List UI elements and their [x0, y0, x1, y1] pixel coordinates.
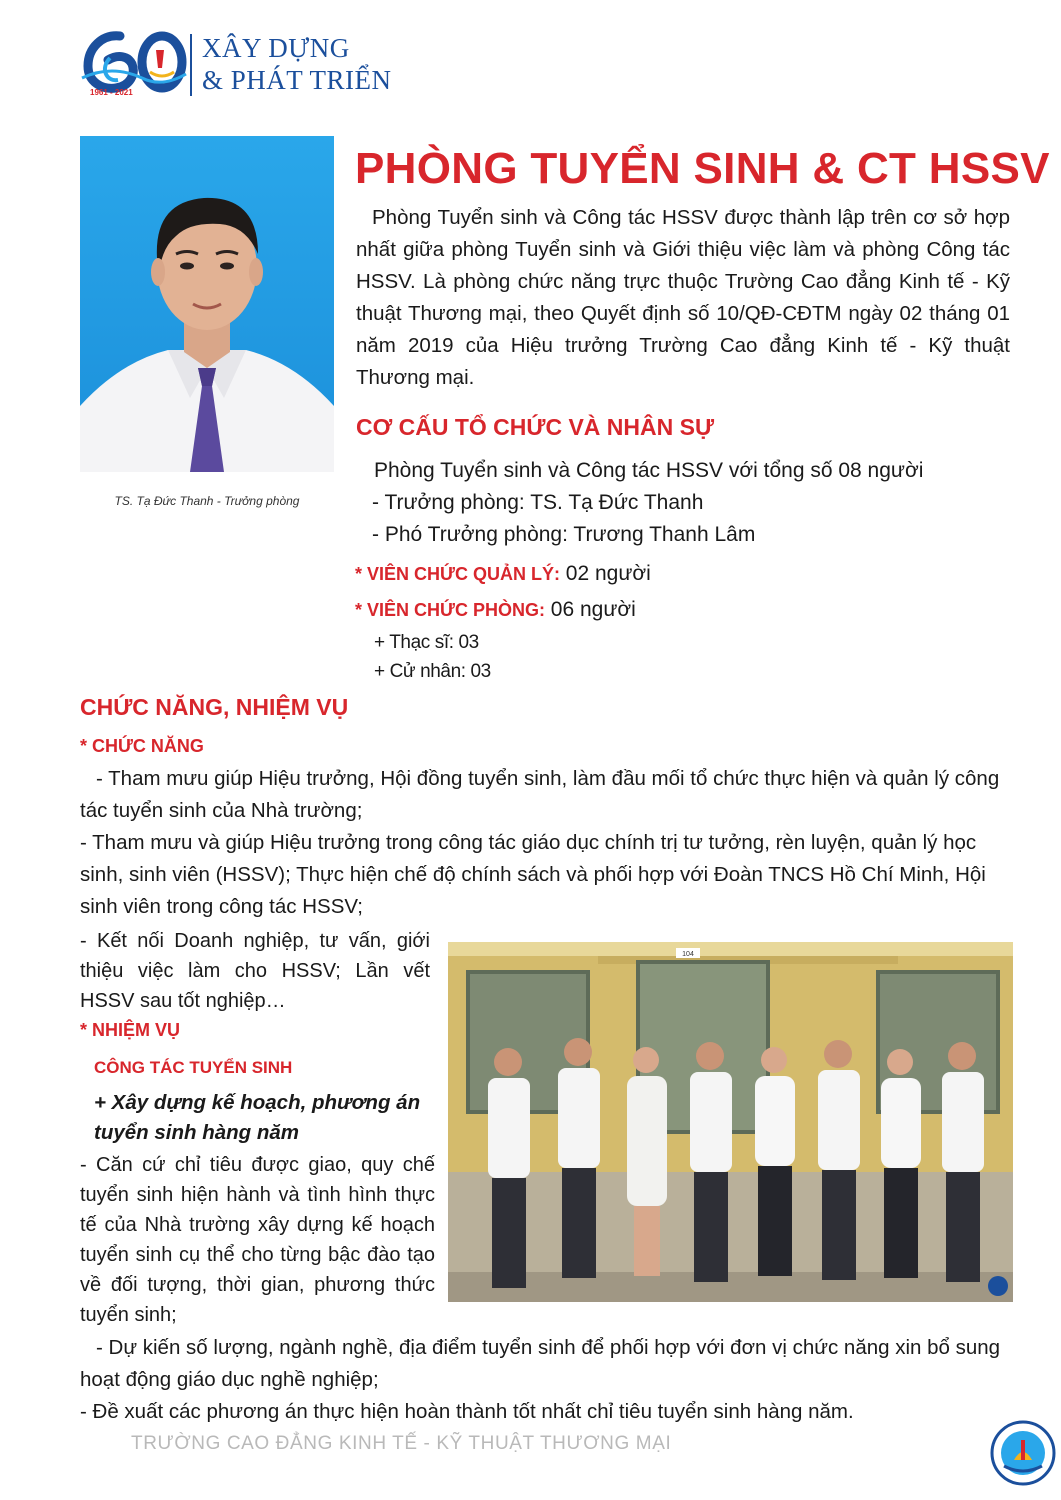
function-paragraph-3: - Kết nối Doanh nghiệp, tư vấn, giới thiệu việc làm cho HSSV; Lần vết HSSV sau tốt nghiệp…: [80, 930, 430, 1012]
function-subheading: * CHỨC NĂNG: [80, 736, 204, 756]
logo-slogan-line1: XÂY DỰNG: [202, 33, 350, 63]
org-masters: + Thạc sĩ: 03: [374, 632, 479, 653]
functions-heading: CHỨC NĂNG, NHIỆM VỤ: [80, 694, 349, 720]
function-paragraph-1: - Tham mưu giúp Hiệu trưởng, Hội đồng tuyển sinh, làm đầu mối tổ chức thực hiện và quản lý công tác tuyển sinh của Nhà trường;: [80, 767, 1000, 822]
staff-value: 06 người: [544, 598, 636, 621]
portrait-illustration: [80, 136, 334, 472]
task-paragraph-2: - Dự kiến số lượng, ngành nghề, địa điểm tuyển sinh để phối hợp với đơn vị chức năng xin bổ sung hoạt động giáo dục nghề nghiệp;: [80, 1336, 1001, 1391]
org-head: - Trưởng phòng: TS. Tạ Đức Thanh: [372, 491, 704, 514]
task-item: + Xây dựng kế hoạch, phương án tuyển sinh hàng năm: [94, 1091, 421, 1144]
org-deputy: - Phó Trưởng phòng: Trương Thanh Lâm: [372, 523, 756, 546]
mgmt-value: 02 người: [559, 562, 651, 585]
org-mgmt-staff: [355, 558, 651, 590]
task-subheading: * NHIỆM VỤ: [80, 1020, 181, 1040]
header-logo: [80, 28, 420, 108]
task-paragraph-1: - Căn cứ chỉ tiêu được giao, quy chế tuyển sinh hiện hành và tình hình thực tế của Nhà trường xây dựng kế hoạch tuyển sinh cụ thể cho từng bậc đào tạo về đối tượng, thời gian, phương thức tuyển sinh;: [80, 1154, 435, 1326]
head-portrait-photo: [80, 136, 334, 472]
mgmt-label: * VIÊN CHỨC QUẢN LÝ:: [355, 564, 560, 584]
page-title: PHÒNG TUYỂN SINH & CT HSSV: [355, 144, 1050, 193]
org-heading: CƠ CẤU TỔ CHỨC VÀ NHÂN SỰ: [356, 414, 715, 440]
logo-divider: [190, 34, 192, 96]
school-seal-logo-icon: [990, 1420, 1056, 1486]
footer-school-name: TRƯỜNG CAO ĐẲNG KINH TẾ - KỸ THUẬT THƯƠNG MẠI: [131, 1433, 672, 1454]
task-paragraph-3: - Đề xuất các phương án thực hiện hoàn thành tốt nhất chỉ tiêu tuyển sinh hàng năm.: [80, 1400, 854, 1423]
door-number: 104: [682, 951, 694, 958]
photo-watermark-logo-icon: [988, 1276, 1008, 1296]
logo-slogan: [202, 32, 392, 96]
logo-years: 1961 - 2021: [90, 88, 133, 97]
portrait-caption: TS. Tạ Đức Thanh - Trưởng phòng: [114, 494, 300, 508]
team-group-photo: [448, 942, 1013, 1302]
org-bachelors: + Cử nhân: 03: [374, 661, 491, 682]
staff-label: * VIÊN CHỨC PHÒNG:: [355, 600, 545, 620]
org-total: Phòng Tuyển sinh và Công tác HSSV với tổng số 08 người: [374, 459, 924, 482]
function-paragraph-2: - Tham mưu và giúp Hiệu trưởng trong công tác giáo dục chính trị tư tưởng, rèn luyện, quản lý học sinh, sinh viên (HSSV); Thực hiện chế độ chính sách và phối hợp với Đoàn TNCS Hồ Chí Minh, Hội sinh viên trong công tác HSSV;: [80, 831, 986, 918]
logo-slogan-line2: & PHÁT TRIỂN: [202, 65, 392, 95]
team-photo-illustration: [448, 942, 1013, 1302]
intro-paragraph: Phòng Tuyển sinh và Công tác HSSV được thành lập trên cơ sở hợp nhất giữa phòng Tuyển sinh và Giới thiệu việc làm và phòng Công tác HSSV. Là phòng chức năng trực thuộc Trường Cao đẳng Kinh tế - Kỹ thuật Thương mại, theo Quyết định số 10/QĐ-CĐTM ngày 02 tháng 01 năm 2019 của Hiệu trưởng Trường Cao đẳng Kinh tế - Kỹ thuật Thương mại.: [356, 206, 1010, 389]
org-dept-staff: [355, 594, 636, 626]
task-heading: CÔNG TÁC TUYỂN SINH: [94, 1058, 293, 1077]
